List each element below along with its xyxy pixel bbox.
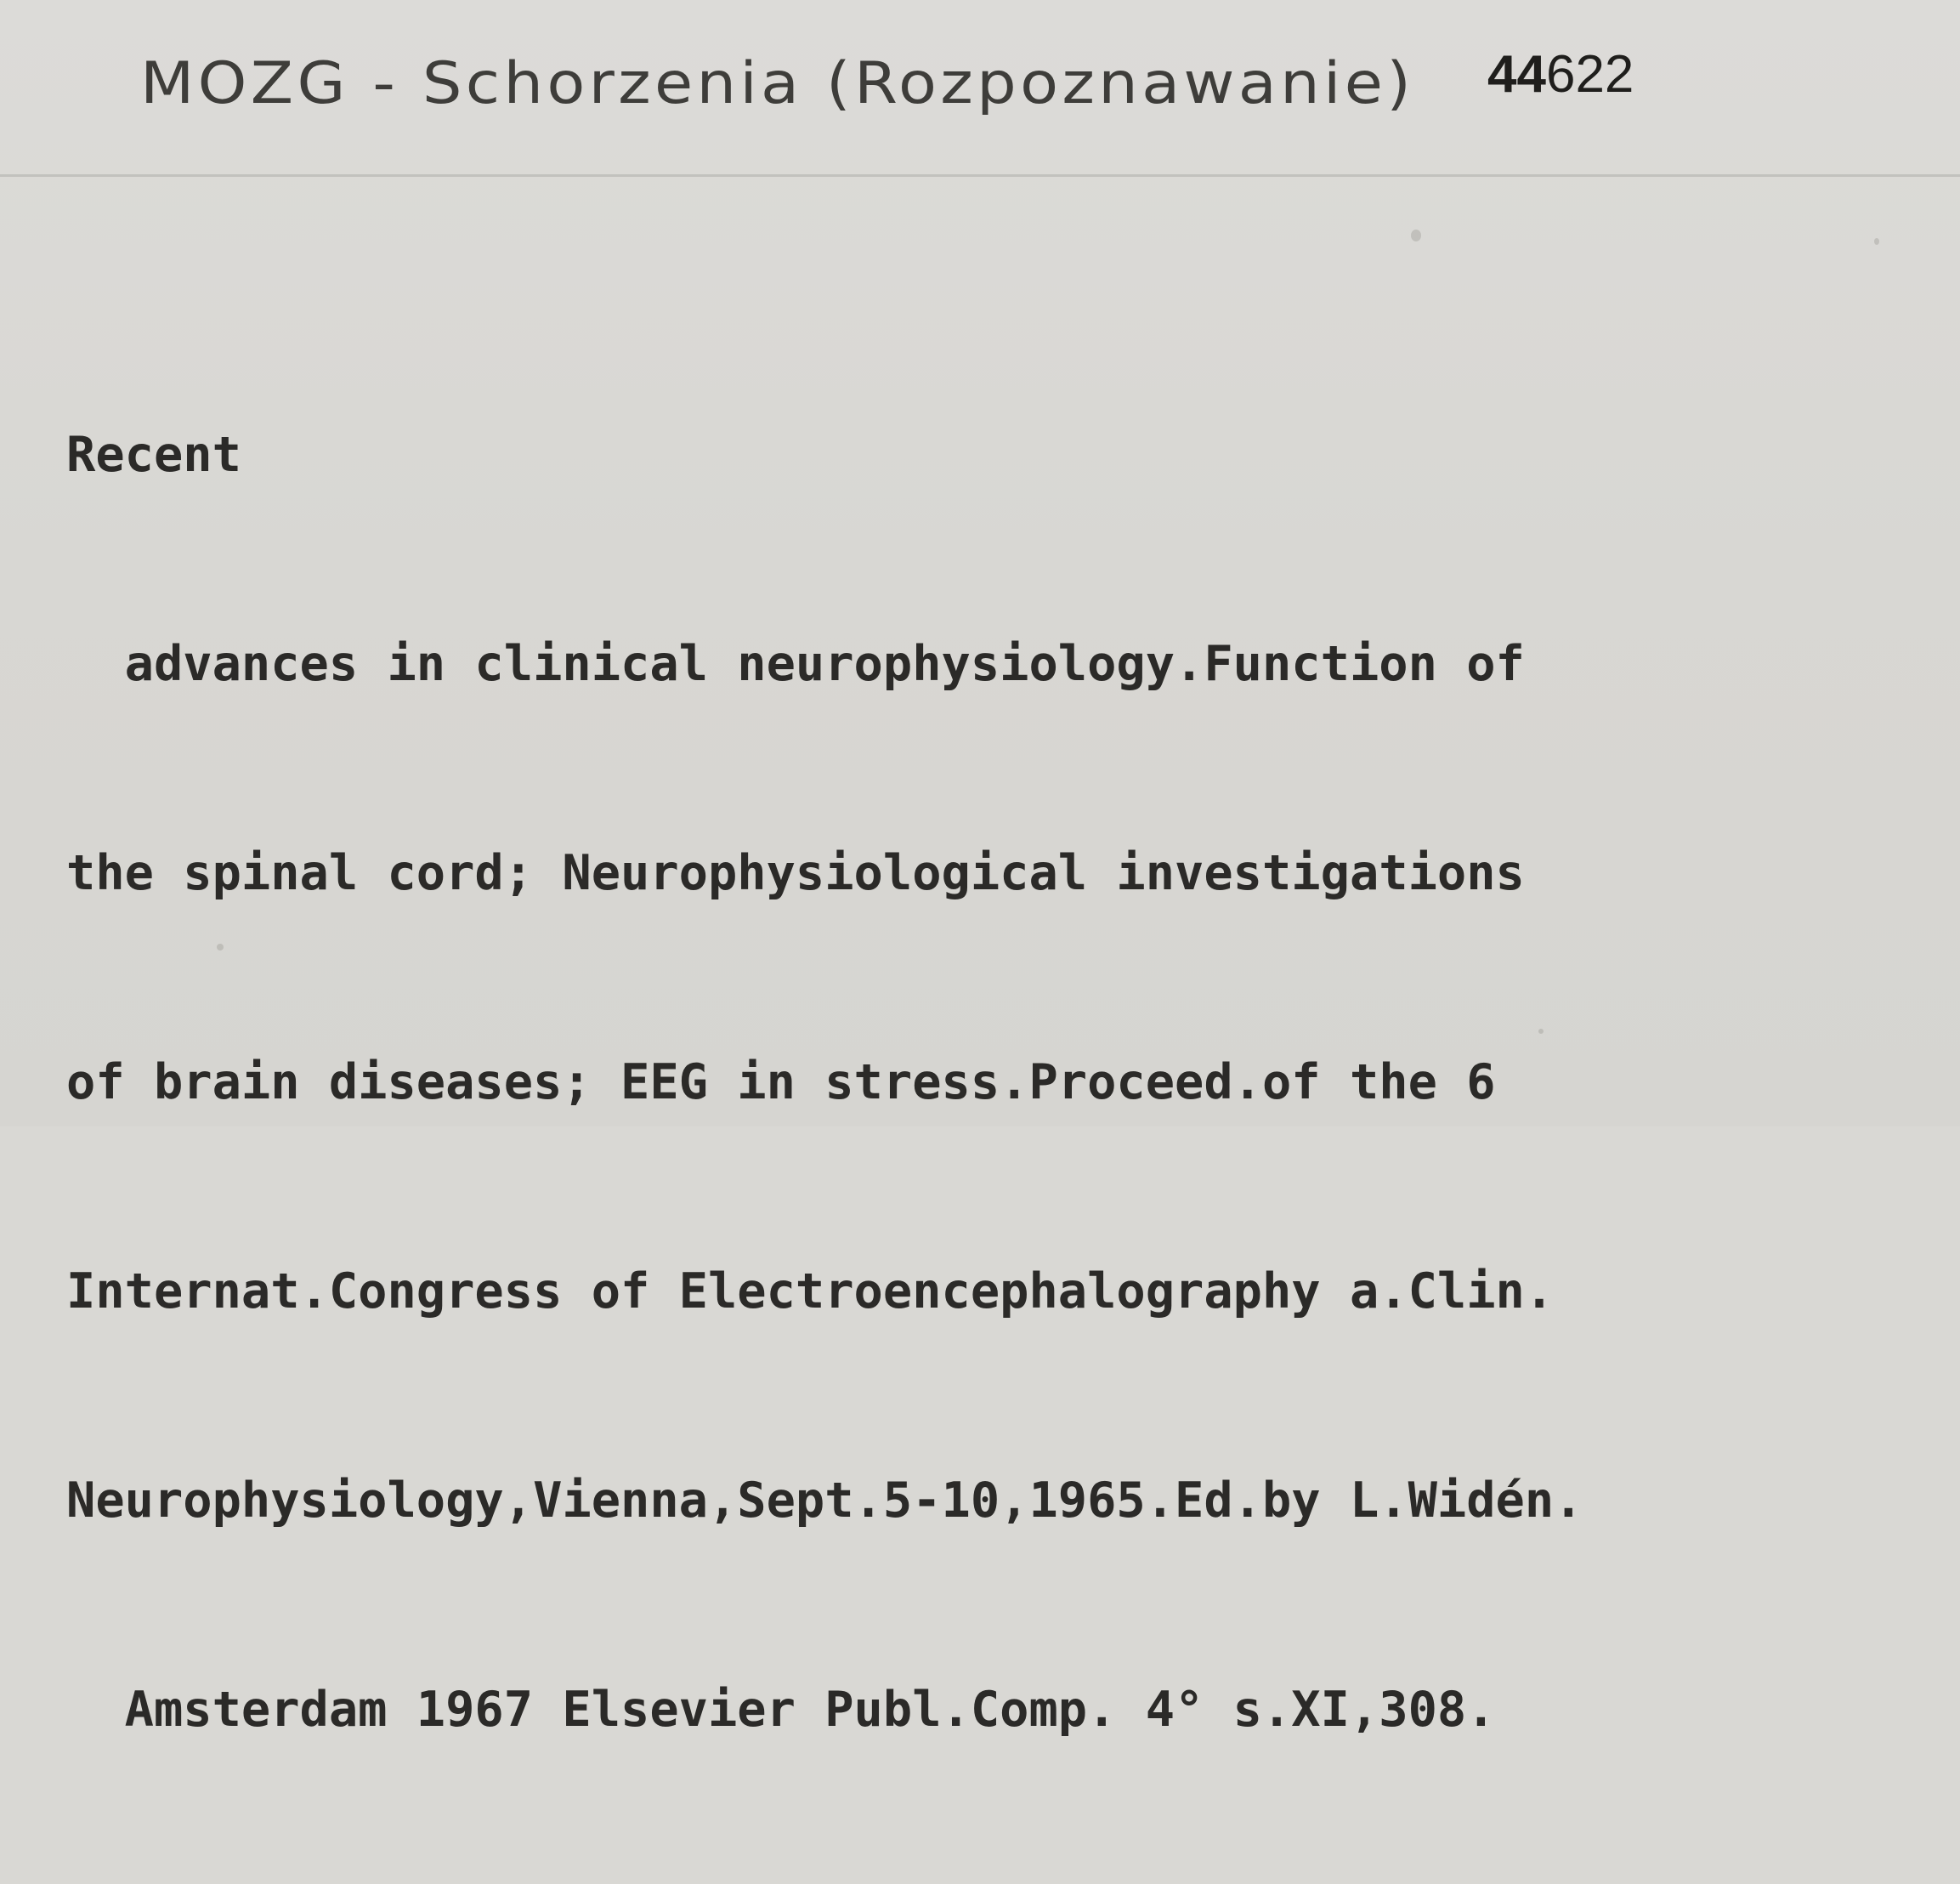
entry-line: Internat.Congress of Electroencephalography a.Clin. (66, 1263, 1555, 1319)
entry-line: advances in clinical neurophysiology.Function of (66, 636, 1525, 692)
ink-speck (1411, 230, 1421, 241)
entry-line: of brain diseases; EEG in stress.Proceed.of the 6 (66, 1054, 1496, 1110)
subject-heading (140, 7, 1415, 117)
ink-speck (1874, 238, 1879, 245)
catalog-number-prefix: 44 (1487, 45, 1546, 104)
catalog-number-suffix: 622 (1545, 45, 1634, 104)
card-ruled-line (0, 174, 1960, 177)
entry-line: Recent (66, 427, 241, 483)
entry-line: Neurophysiology,Vienna,Sept.5-10,1965.Ed.by L.Widén. (66, 1473, 1583, 1529)
entry-line: the spinal cord; Neurophysiological investigations (66, 845, 1525, 901)
subject-heading-text: MOZG - Schorzenia (Rozpoznawanie) (140, 50, 1415, 117)
bibliographic-entry (66, 281, 1936, 1884)
catalog-number (1487, 44, 1634, 105)
entry-line: Amsterdam 1967 Elsevier Publ.Comp. 4° s.XI,308. (66, 1682, 1496, 1738)
